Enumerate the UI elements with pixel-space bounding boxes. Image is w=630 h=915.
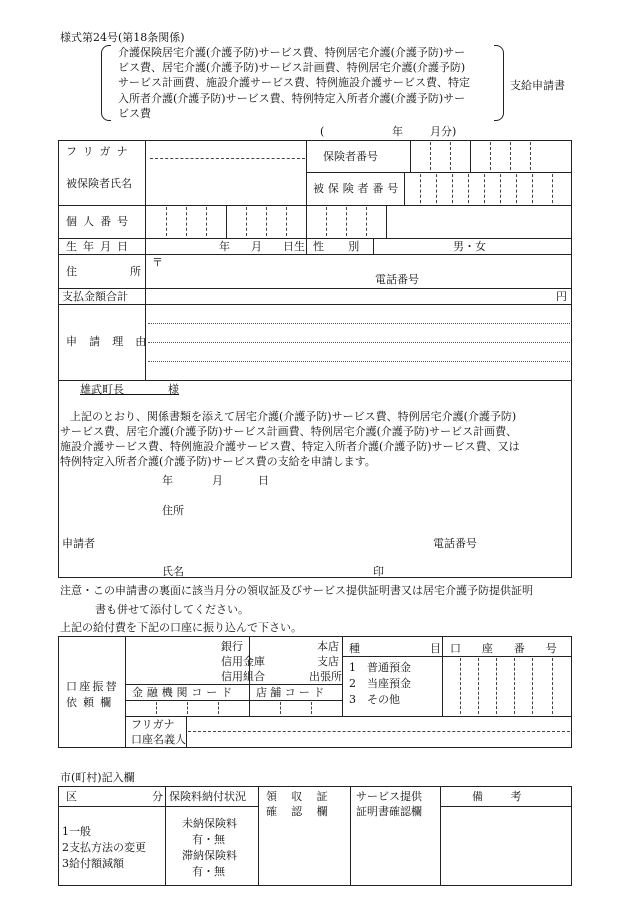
postal-mark: 〒 (152, 256, 163, 269)
bank-code-label: 金融機関コード (132, 686, 236, 699)
transfer-intro: 上記の給付費を下記の口座に振り込んで下さい。 (60, 621, 302, 634)
statement-line: 施設介護サービス費、特例施設介護サービス費、特定入所者介護(介護予防)サービス費、又は (60, 440, 520, 453)
applicant-phone-label: 電話番号 (433, 537, 477, 550)
branch-type-option: 出張所 (309, 670, 342, 683)
insured-number-field[interactable] (405, 172, 572, 205)
bank-section-label: 口座振替 (66, 680, 119, 693)
furigana-label: フリガナ (66, 145, 134, 158)
account-option-other[interactable]: 3 その他 (349, 693, 400, 706)
premium-status-item: 滞納保険料 (182, 849, 237, 862)
holder-furigana-field[interactable] (188, 731, 570, 732)
branch-code-label: 店舗コード (256, 686, 328, 699)
account-option-current[interactable]: 2 当座預金 (349, 677, 411, 690)
insured-name-field[interactable] (150, 162, 305, 202)
service-proof-confirm-header: 証明書確認欄 (356, 805, 422, 818)
premium-status-item: 未納保険料 (182, 817, 237, 830)
premium-status-choice: 有・無 (192, 865, 225, 878)
bank-name-field[interactable] (127, 638, 217, 682)
applicant-name-label: 氏名 (162, 565, 184, 578)
bank-type-option: 信用金庫 (221, 655, 265, 668)
category-option: 1一般 (62, 825, 91, 838)
category-header-1: 区 (66, 790, 77, 803)
birth-month-label: 月 (251, 240, 262, 253)
account-type-label-1: 種 (349, 642, 360, 655)
payment-total-label: 支払金額合計 (62, 290, 128, 303)
applicant-address-label: 住所 (162, 504, 184, 517)
title-line: 入所者介護(介護予防)サービス費、特例特定入所者介護(介護予防)サー (118, 91, 466, 105)
branch-type-option: 支店 (317, 655, 339, 668)
receipt-confirm-header: 確認欄 (266, 805, 342, 818)
title-line: ビス費、居宅介護(介護予防)サービス計画費、特例居宅介護(介護予防) (118, 61, 466, 75)
account-option-ordinary[interactable]: 1 普通預金 (349, 661, 411, 674)
address-label-1: 住 (66, 265, 77, 278)
title-suffix: 支給申請書 (510, 79, 565, 92)
holder-furigana-label: フリガナ (131, 718, 175, 731)
birth-year-label: 年 (219, 240, 230, 253)
branch-code-field[interactable] (250, 701, 341, 715)
addressee: 雄武町長 様 (80, 383, 179, 396)
insured-name-label: 被保険者氏名 (66, 177, 132, 190)
yen-label: 円 (556, 290, 567, 303)
bank-section-label: 依頼欄 (66, 696, 118, 709)
application-statement (60, 409, 570, 469)
title-block (118, 45, 508, 121)
period-month: 月分) (430, 125, 457, 138)
title-line: サービス計画費、施設介護サービス費、特例施設介護サービス費、特定 (118, 76, 470, 90)
personal-number-label: 個人番号 (66, 215, 135, 228)
account-number-label: 口座番号 (450, 642, 578, 655)
account-type-label-2: 目 (430, 642, 441, 655)
payment-total-field[interactable] (146, 288, 556, 304)
sex-options[interactable]: 男・女 (453, 240, 486, 253)
furigana-field[interactable] (150, 158, 305, 159)
birth-day-label: 日生 (283, 240, 305, 253)
address-field[interactable] (160, 256, 570, 286)
birthdate-label: 生年月日 (66, 240, 135, 253)
branch-type-option: 本店 (317, 640, 339, 653)
period-open: ( (320, 125, 325, 138)
receipt-header: 領収証 (266, 790, 342, 803)
date-year-label: 年 (162, 474, 173, 487)
city-section-title: 市(町村)記入欄 (60, 771, 135, 784)
date-month-label: 月 (212, 474, 223, 487)
statement-line: 上記のとおり、関係書類を添えて居宅介護(介護予防)サービス費、特例居宅介護(介護予防) (70, 410, 517, 423)
category-option: 2支払方法の変更 (62, 841, 146, 854)
statement-line: 特例特定入所者介護(介護予防)サービス費の支給を申請します。 (60, 455, 376, 468)
bank-type-option: 信用組合 (221, 670, 265, 683)
insurer-number-field[interactable] (411, 140, 572, 172)
note-line: 書も併せて添付してください。 (95, 603, 249, 616)
holder-name-label: 口座名義人 (131, 733, 186, 746)
reason-label: 申請理由 (66, 335, 159, 348)
title-bracket-left (101, 45, 111, 121)
phone-label: 電話番号 (375, 273, 419, 286)
form-number: 様式第24号(第18条関係) (60, 31, 185, 44)
address-label-2: 所 (130, 265, 141, 278)
applicant-label: 申請者 (62, 537, 95, 550)
remarks-header: 備考 (472, 790, 549, 803)
statement-line: サービス費、居宅介護(介護予防)サービス計画費、特例居宅介護(介護予防)サービス計画費、 (60, 425, 518, 438)
category-header-2: 分 (152, 790, 163, 803)
insured-number-label: 被保険者番号 (313, 182, 403, 195)
note-line: 注意・この申請書の裏面に該当月分の領収証及びサービス提供証明書又は居宅介護予防提供証明 (60, 584, 533, 597)
period-year: 年 (392, 125, 403, 138)
bank-type-option: 銀行 (221, 640, 243, 653)
holder-name-field[interactable] (188, 733, 570, 747)
insurer-number-label: 保険者番号 (323, 150, 378, 163)
seal-mark: 印 (373, 565, 384, 578)
category-option: 3給付額減額 (62, 857, 124, 870)
date-day-label: 日 (258, 474, 269, 487)
title-line: 介護保険居宅介護(介護予防)サービス費、特例居宅介護(介護予防)サー (118, 46, 466, 59)
branch-name-field[interactable] (251, 638, 309, 682)
service-proof-header: サービス提供 (356, 790, 422, 803)
title-bracket-right (494, 45, 504, 121)
premium-status-header: 保険料納付状況 (169, 790, 246, 803)
title-line: ビス費 (118, 106, 151, 120)
sex-label: 性別 (313, 240, 384, 253)
premium-status-choice: 有・無 (192, 833, 225, 846)
